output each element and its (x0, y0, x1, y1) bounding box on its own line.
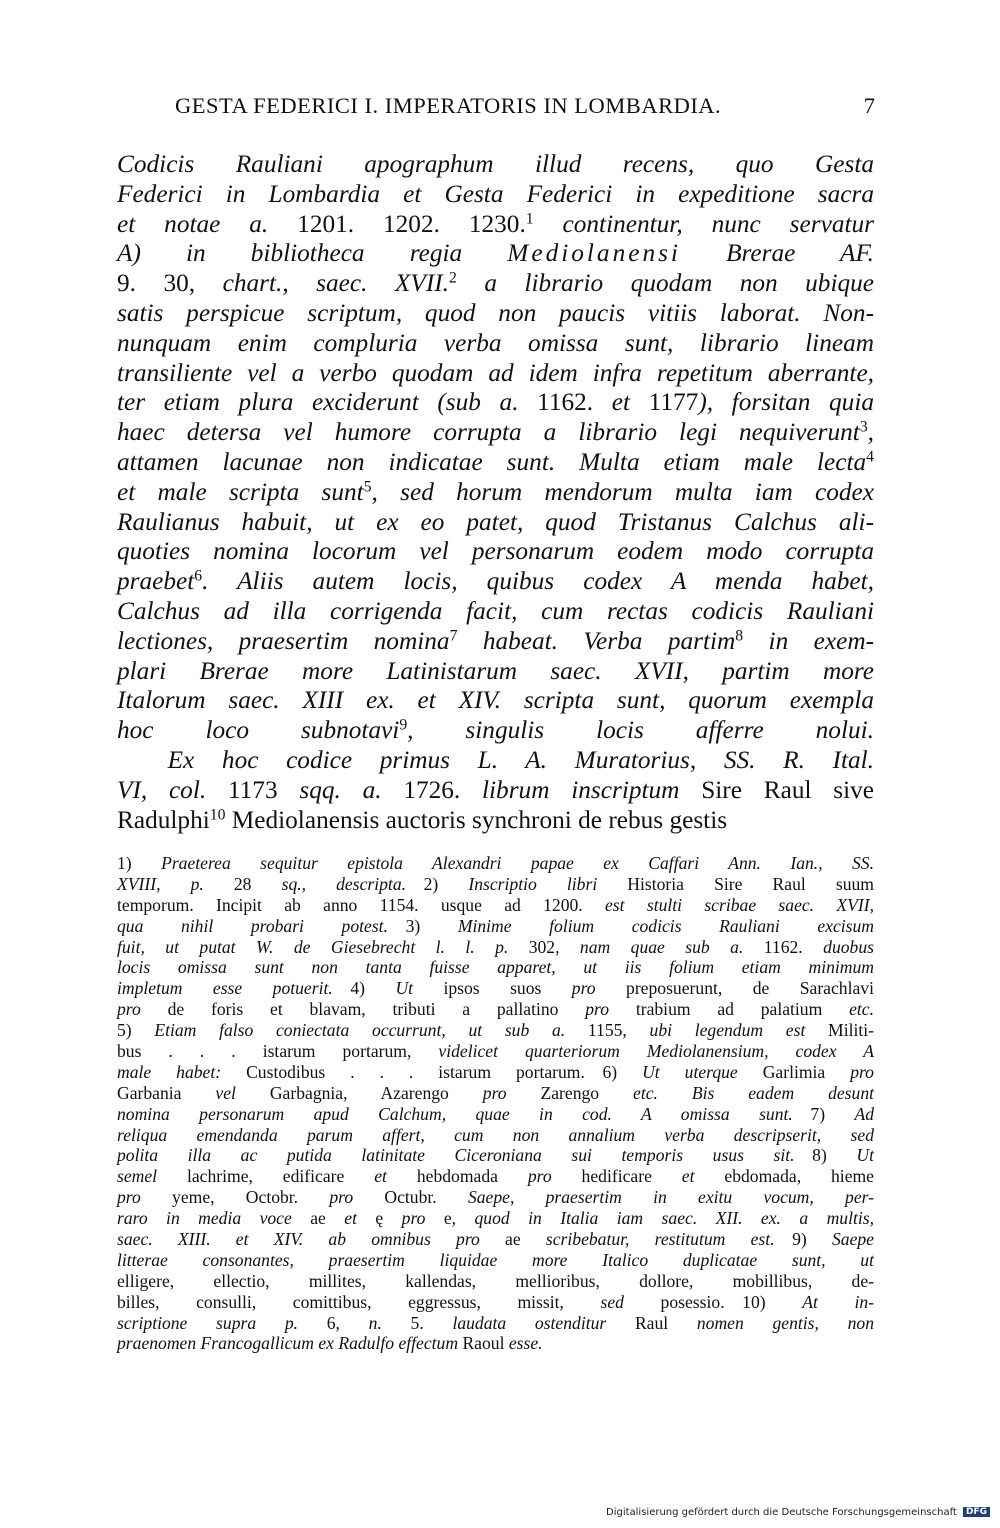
text-run: locis omissa sunt non tanta fuisse apparet, ut iis folium etiam minimum (117, 957, 874, 978)
text-run: 1162. (743, 936, 824, 957)
text-run: Minime folium codicis Rauliani excisum (457, 915, 874, 936)
text-run: et (374, 1166, 387, 1187)
text-run: reliqua emendanda parum affert, cum non annalium verba descripserit, sed (117, 1124, 874, 1145)
footnote-line (117, 853, 874, 874)
text-run: elligere, ellectio, millites, kallendas, mellioribus, dollore, mobillibus, de- (117, 1270, 874, 1291)
text-run: temporum. Incipit ab anno 1154. usque ad 1200. (117, 894, 605, 915)
text-run: 9. 30, (117, 269, 223, 298)
text-run: XVIII, p. (117, 873, 204, 894)
text-run: 1162. (518, 388, 612, 417)
text-run: ae (291, 1208, 345, 1229)
text-run: . Aliis autem locis, quibus codex A menda habet, (202, 567, 874, 596)
main-text-line (117, 418, 874, 448)
footnote-line (117, 874, 874, 895)
text-run: hedificare (551, 1166, 682, 1187)
footnote-ref: 5 (363, 478, 372, 496)
footnote-line (117, 1208, 874, 1229)
text-run: 9) (774, 1229, 832, 1250)
page-number: 7 (863, 93, 875, 118)
text-run: 8) (794, 1145, 857, 1166)
text-run: duobus (823, 936, 874, 957)
footnote-ref: 1 (525, 209, 534, 227)
text-run: Garbania (117, 1082, 216, 1103)
text-run: qua nihil probari potest. (117, 915, 388, 936)
text-run: Raul (606, 1312, 697, 1333)
text-run: Saepe (831, 1229, 874, 1250)
text-run: et (344, 1208, 357, 1229)
text-run: Ex hoc codice primus L. A. Muratorius, SS. R. Ital. (117, 745, 874, 774)
text-run: Inscriptio libri (468, 873, 598, 894)
footnote-ref: 3 (859, 418, 868, 436)
text-run: 4) (332, 978, 396, 999)
text-run: Federici in Lombardia et Gesta Federici in expeditione sacra (117, 179, 874, 208)
main-text-line (117, 210, 874, 240)
text-run: 28 (203, 873, 282, 894)
text-run: ae (479, 1229, 546, 1250)
main-text-line (117, 299, 874, 329)
text-run: Raoul (458, 1333, 509, 1354)
text-run: lachrime, edificare (157, 1166, 375, 1187)
text-run: trabium ad palatium (609, 999, 850, 1020)
text-run: posessio. 10) (623, 1291, 803, 1312)
text-run: Saepe, praesertim in exitu vocum, per- (467, 1187, 874, 1208)
text-run: 1177 (630, 388, 699, 417)
footnote-line (117, 1333, 874, 1354)
footnote-line (117, 1229, 874, 1250)
text-run: Octubr. (353, 1187, 468, 1208)
text-run: 1155, (565, 1020, 650, 1041)
text-run: preposuerunt, de Sarachlavi (595, 978, 874, 999)
main-text-line (117, 776, 874, 806)
main-text-line (117, 150, 874, 180)
footnote-ref: 4 (866, 448, 874, 466)
text-run: 1) (117, 853, 162, 873)
text-run: pro (117, 999, 141, 1020)
text-run: fuit, ut putat W. de Giesebrecht l. l. p. (117, 936, 509, 957)
text-run: pro (482, 1082, 507, 1103)
text-run: de foris et blavam, tributi a pallatino (140, 999, 586, 1020)
footnote-line (117, 1313, 874, 1334)
text-run: vel (215, 1082, 236, 1103)
text-run: et male scripta sunt (117, 477, 364, 506)
text-run: scribebatur, restitutum est. (545, 1229, 775, 1250)
main-text-line (117, 567, 874, 597)
text-run: pro (571, 978, 596, 999)
text-run: 2) (406, 873, 469, 894)
footnote-ref: 2 (449, 269, 457, 287)
footnote-line (117, 1145, 874, 1166)
text-run: pro (850, 1061, 874, 1082)
footnote-ref: 8 (735, 627, 744, 645)
text-run: pro (329, 1187, 354, 1208)
footnote-line (117, 895, 874, 916)
footnote-line (117, 1083, 874, 1104)
footnote-line (117, 1292, 874, 1313)
text-run: ę (356, 1208, 402, 1229)
text-run: Ut (395, 978, 414, 999)
text-run: Radulphi (117, 805, 210, 834)
text-run: etc. (849, 999, 874, 1020)
running-header (175, 93, 875, 129)
text-run: Historia Sire Raul suum (597, 873, 874, 894)
text-run: , sed horum mendorum multa iam codex (371, 477, 874, 506)
text-run: nunquam enim compluria verba omissa sunt, librario lineam (117, 328, 874, 357)
main-text-line (117, 806, 874, 836)
text-run: VI, col. (117, 775, 207, 804)
text-run: Zarengo (506, 1082, 634, 1103)
text-run: in exem- (743, 626, 875, 655)
text-run: semel (117, 1166, 158, 1187)
text-run: quod in Italia iam saec. XII. ex. a multis, (474, 1208, 874, 1229)
text-run: ipsos suos (413, 978, 572, 999)
text-run: hebdomada (386, 1166, 528, 1187)
text-run: ebdomada, hieme (694, 1166, 874, 1187)
main-text-line (117, 269, 874, 299)
text-run: scriptione supra p. (117, 1312, 299, 1333)
footnote-line (117, 916, 874, 937)
text-run: Italorum saec. XIII ex. et XIV. scripta sunt, quorum exempla (117, 686, 874, 715)
main-text-line (117, 597, 874, 627)
running-title: GESTA FEDERICI I. IMPERATORIS IN LOMBARDIA. (175, 93, 722, 118)
text-run: Praeterea sequitur epistola Alexandri papae ex Caffari Ann. Ian., SS. (161, 853, 875, 873)
main-text-line (117, 448, 874, 478)
main-text-line (117, 508, 874, 538)
footnote-ref: 7 (449, 627, 458, 645)
text-run: pro (401, 1208, 426, 1229)
text-run: nam quae sub a. (579, 936, 744, 957)
main-text-line (117, 180, 874, 210)
text-run: continentur, nunc servatur (533, 209, 874, 238)
text-run: a librario quodam non ubique (456, 269, 875, 298)
main-text-line (117, 329, 874, 359)
text-run: 6, (298, 1312, 369, 1333)
text-run: librum inscriptum (482, 775, 680, 804)
main-text-line (117, 359, 874, 389)
text-run: sed (600, 1291, 624, 1312)
text-run: 1173 (206, 775, 300, 804)
text-run: polita illa ac putida latinitate Ciceroniana sui temporis usus sit. (117, 1145, 795, 1166)
footnote-line (117, 1062, 874, 1083)
credit-text: Digitalisierung gefördert durch die Deutsche Forschungsgemeinschaft (606, 1507, 957, 1518)
text-run: Ad (854, 1103, 874, 1124)
text-run: esse. (508, 1333, 543, 1354)
text-run: 5. (381, 1312, 453, 1333)
main-text-line (117, 239, 874, 269)
text-run: quoties nomina locorum vel personarum eodem modo corrupta (117, 537, 874, 566)
text-run: haec detersa vel humore corrupta a librario legi nequiverunt (117, 418, 860, 447)
main-text-line (117, 686, 874, 716)
main-text-line (117, 657, 874, 687)
text-run: transiliente vel a verbo quodam ad idem infra repetitum aberrante, (117, 358, 874, 387)
text-run: ), forsitan quia (698, 388, 874, 417)
text-run: n. (368, 1312, 382, 1333)
text-run: 1201. 1202. 1230. (268, 209, 526, 238)
text-run: nomen gentis, non (696, 1312, 874, 1333)
footnote-line (117, 1250, 874, 1271)
text-run: ubi legendum est (649, 1020, 806, 1041)
text-run: praebet (117, 567, 195, 596)
main-text-line (117, 478, 874, 508)
footnote-line (117, 1020, 874, 1041)
main-text-line (117, 746, 874, 776)
text-run: lectiones, praesertim nomina (117, 626, 450, 655)
text-run: , (867, 418, 874, 447)
text-run: 5) (117, 1020, 155, 1041)
text-run: 3) (387, 915, 458, 936)
text-run: impletum esse potuerit. (117, 978, 333, 999)
footnote-line (117, 1187, 874, 1208)
footnote-line (117, 937, 874, 958)
footnote-line (117, 1041, 874, 1062)
text-run: saec. XIII. et XIV. ab omnibus pro (117, 1229, 480, 1250)
main-text-line (117, 716, 874, 746)
text-run: raro in media voce (117, 1208, 292, 1229)
text-run: satis perspicue scriptum, quod non paucis vitiis laborat. Non- (117, 298, 874, 327)
footnote-ref: 9 (399, 716, 408, 734)
footnote-line (117, 1104, 874, 1125)
footnote-line (117, 1271, 874, 1292)
main-text-line (117, 537, 874, 567)
text-run: Codicis Rauliani apographum illud recens, quo Gesta (117, 150, 874, 178)
text-run: praenomen Francogallicum ex Radulfo effectum (117, 1333, 459, 1354)
text-run: Raulianus habuit, ut ex eo patet, quod Tristanus Calchus ali- (117, 507, 874, 536)
main-text-line (117, 627, 874, 657)
text-run: Garlimia (737, 1061, 851, 1082)
text-run: Mediolanensi (507, 239, 681, 268)
text-run: litterae consonantes, praesertim liquidae more Italico duplicatae sunt, ut (117, 1249, 874, 1270)
text-run: etc. Bis eadem desunt (633, 1082, 875, 1103)
footnotes (117, 853, 874, 1354)
text-run: et notae a. (117, 209, 269, 238)
text-run: habeat. Verba partim (457, 626, 736, 655)
text-run: est stulti scribae saec. XVII, (605, 894, 874, 915)
text-run: Brerae AF. (680, 239, 875, 268)
text-run: Calchus ad illa corrigenda facit, cum rectas codicis Rauliani (117, 596, 874, 625)
footnote-ref: 10 (209, 805, 226, 823)
dfg-logo: DFG (963, 1507, 990, 1517)
text-run: videlicet quarteriorum Mediolanensium, codex A (438, 1041, 874, 1062)
text-run: male habet: (117, 1061, 222, 1082)
footnote-line (117, 1125, 874, 1146)
text-run: pro (527, 1166, 552, 1187)
text-run: Militi- (805, 1020, 875, 1041)
text-run: hoc loco subnotavi (117, 716, 400, 745)
text-run: A) in bibliotheca regia (117, 239, 508, 268)
text-run: billes, consulli, comittibus, eggressus, missit, (117, 1291, 601, 1312)
text-run: plari Brerae more Latinistarum saec. XVII, partim more (117, 656, 874, 685)
text-run: Custodibus . . . istarum portarum. 6) (221, 1061, 643, 1082)
footnote-ref: 6 (194, 567, 203, 585)
text-run: Sire Raul sive (679, 775, 874, 804)
text-run: sq., descripta. (281, 873, 407, 894)
text-run: pro (117, 1187, 141, 1208)
text-run: Garbagnia, Azarengo (235, 1082, 483, 1103)
text-run: yeme, Octobr. (140, 1187, 330, 1208)
footnote-line (117, 957, 874, 978)
text-run: 302, (508, 936, 580, 957)
footnote-line (117, 978, 874, 999)
text-run: e, (425, 1208, 475, 1229)
main-text (117, 150, 874, 835)
text-run: pro (585, 999, 610, 1020)
digitization-credit (606, 1507, 986, 1523)
footnote-line (117, 1166, 874, 1187)
text-run: nomina personarum apud Calchum, quae in cod. A omissa sunt. (117, 1103, 793, 1124)
text-run: Mediolanensis auctoris synchroni de rebus gestis (225, 805, 728, 834)
text-run: chart., saec. XVII. (222, 269, 449, 298)
text-run: Ut (856, 1145, 874, 1166)
text-run: , singulis locis afferre nolui. (407, 716, 874, 745)
text-run: Ut uterque (642, 1061, 738, 1082)
text-run: sqq. a. (299, 775, 382, 804)
text-run: Etiam falso coniectata occurrunt, ut sub a. (154, 1020, 566, 1041)
text-run: et (681, 1166, 695, 1187)
footnote-line (117, 999, 874, 1020)
main-text-line (117, 388, 874, 418)
text-run: bus . . . istarum portarum, (117, 1041, 439, 1062)
text-run: 1726. (381, 775, 482, 804)
text-run: ter etiam plura exciderunt (sub a. (117, 388, 519, 417)
text-run: At in- (802, 1291, 875, 1312)
text-run: 7) (792, 1103, 855, 1124)
text-run: laudata ostenditur (452, 1312, 607, 1333)
text-run: attamen lacunae non indicatae sunt. Multa etiam male lecta (117, 447, 867, 476)
text-run: et (611, 388, 631, 417)
